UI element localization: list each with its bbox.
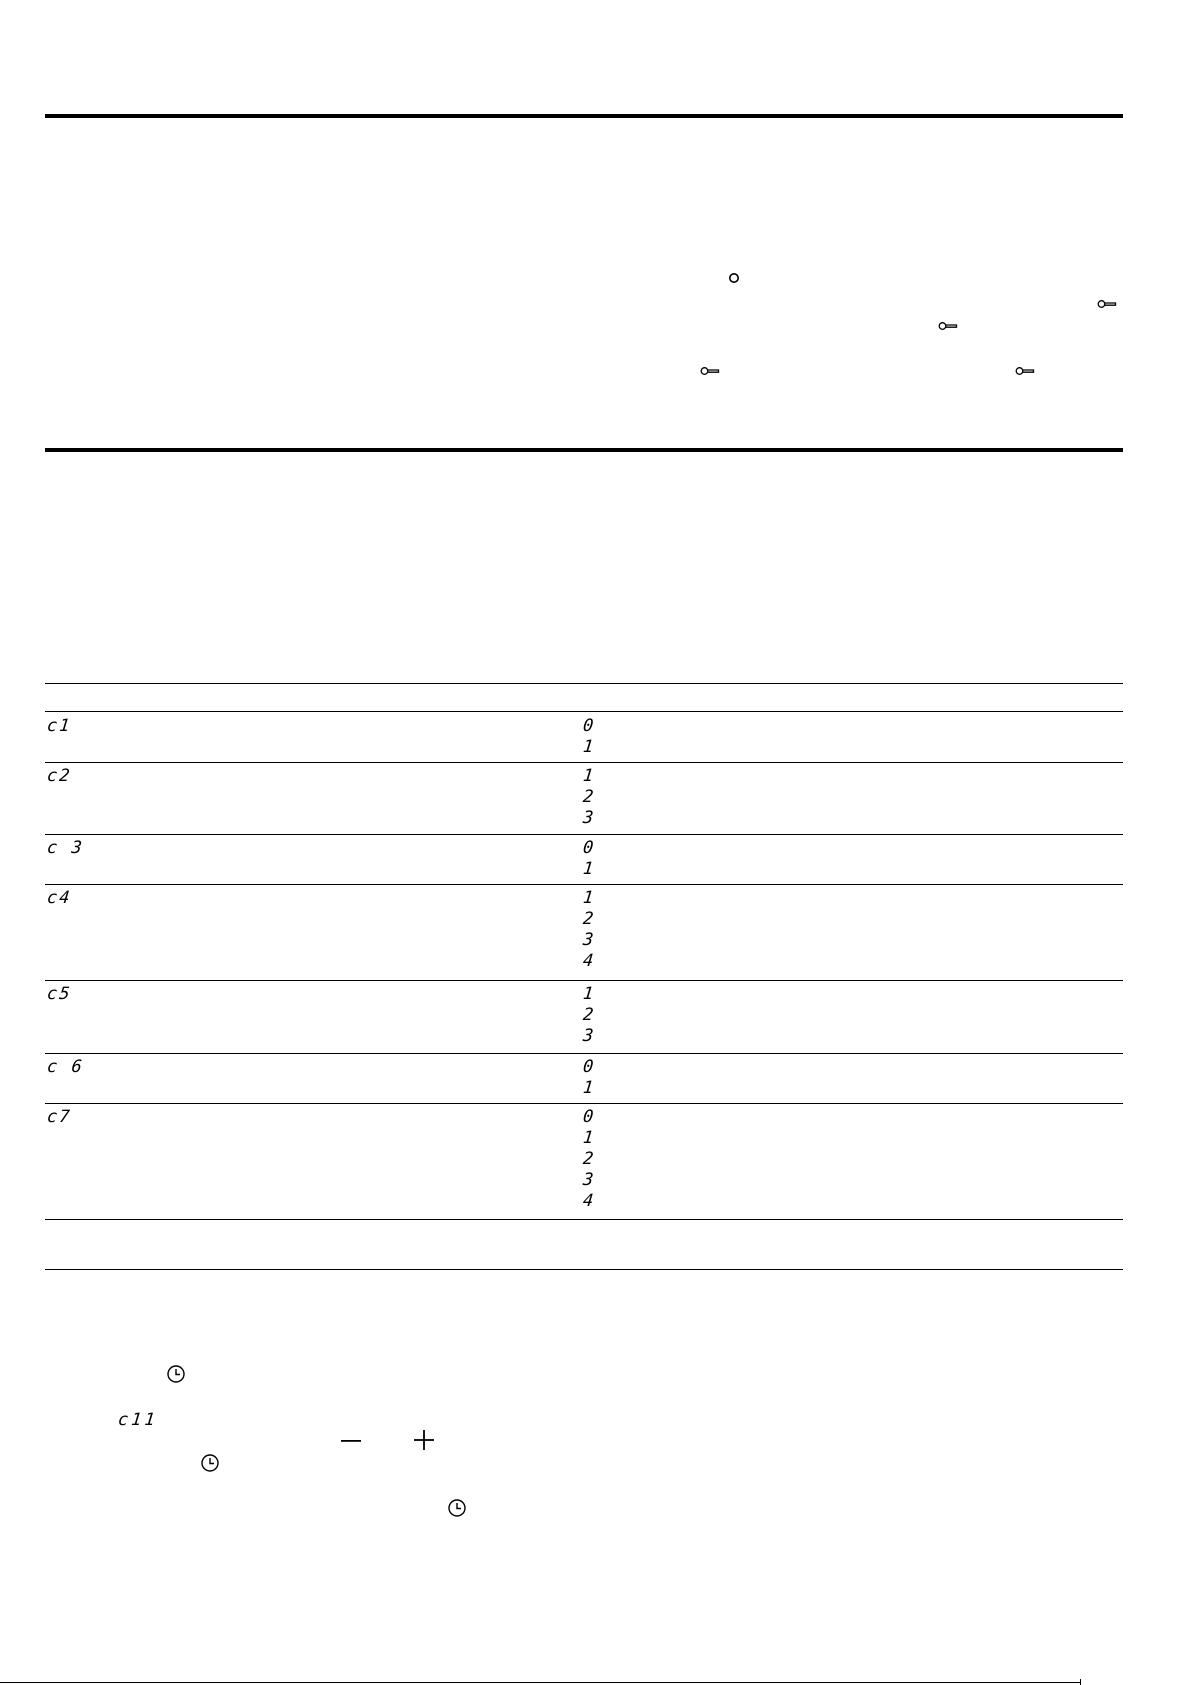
minus-icon [341,1439,361,1443]
plus-icon [414,1430,434,1450]
setting-value: 4 [582,1191,595,1211]
setting-value: 1 [582,766,595,786]
setting-code: c7 [46,1107,73,1127]
setting-code: c1 [46,716,73,736]
table-row-divider [45,1219,1123,1220]
setting-value: 0 [582,838,595,858]
clock-icon [200,1453,220,1473]
key-lock-icon [1015,366,1035,376]
section-1-top-rule [45,114,1123,118]
page-footer-rule [0,1682,1080,1683]
setting-code: c5 [46,984,73,1004]
setting-value: 3 [582,1026,595,1046]
setting-value: 0 [582,716,595,736]
setting-value: 4 [582,951,595,971]
setting-value: 3 [582,808,595,828]
table-header-rule [45,683,1123,684]
table-row-divider [45,980,1123,981]
setting-code: c2 [46,766,73,786]
setting-code: c4 [46,888,73,908]
setting-value: 3 [582,930,595,950]
display-code-c11: c11 [117,1410,159,1430]
table-row-divider [45,1053,1123,1054]
setting-value: 1 [582,984,595,1004]
setting-value: 1 [582,859,595,879]
setting-value: 1 [582,888,595,908]
setting-value: 2 [582,1005,595,1025]
table-row-divider [45,884,1123,885]
setting-value: 2 [582,787,595,807]
key-lock-icon [700,366,720,376]
table-row-divider [45,1103,1123,1104]
setting-value: 2 [582,1149,595,1169]
key-lock-icon [1097,299,1117,309]
clock-icon [447,1498,467,1518]
table-row-divider [45,762,1123,763]
table-row-divider [45,834,1123,835]
setting-code: c 6 [46,1057,85,1077]
power-ring-icon [728,272,740,284]
table-bottom-rule [45,1269,1123,1270]
setting-value: 1 [582,1128,595,1148]
setting-value: 0 [582,1057,595,1077]
section-2-top-rule [45,448,1123,452]
setting-value: 3 [582,1170,595,1190]
clock-icon [166,1364,186,1384]
setting-value: 0 [582,1107,595,1127]
key-lock-icon [938,321,958,331]
setting-value: 1 [582,1078,595,1098]
table-row-divider [45,711,1123,712]
setting-code: c 3 [46,838,85,858]
page-footer-tick [1080,1679,1081,1685]
setting-value: 1 [582,737,595,757]
setting-value: 2 [582,909,595,929]
